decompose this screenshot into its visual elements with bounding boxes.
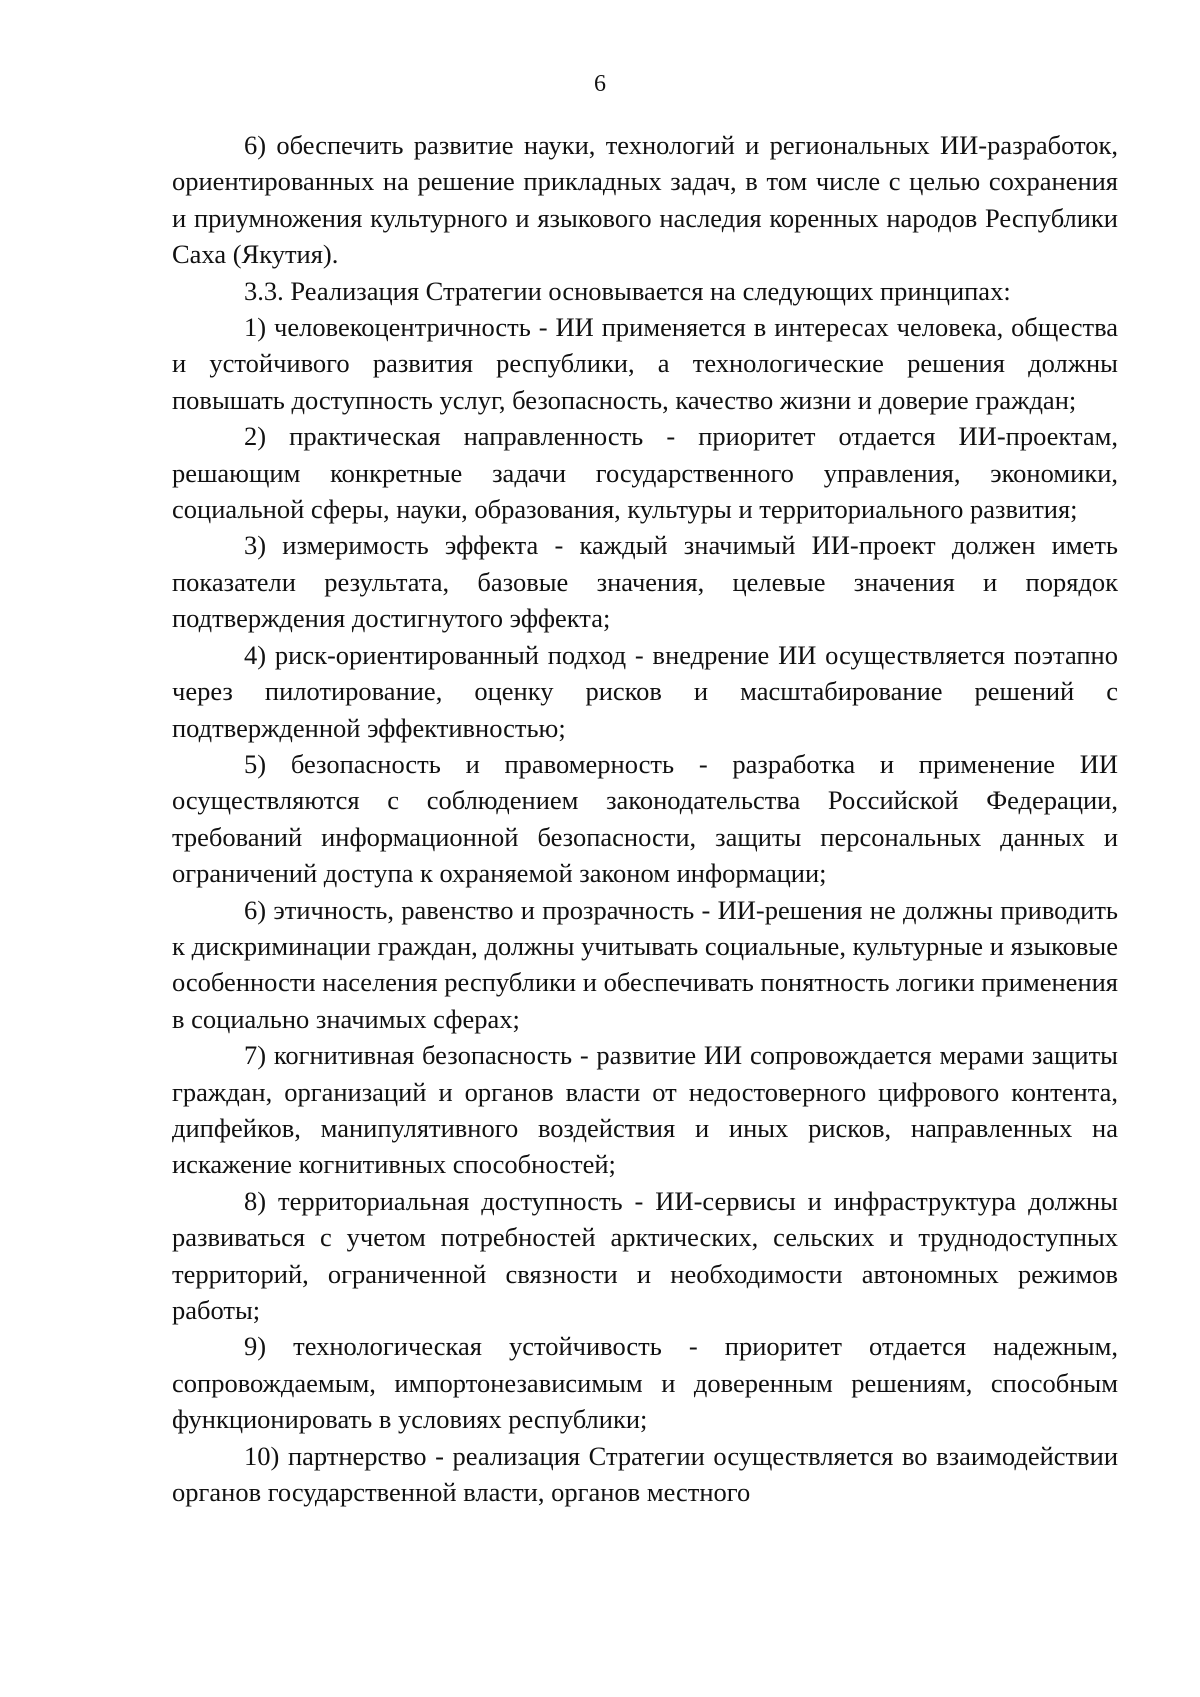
paragraph-principle-6: 6) этичность, равенство и прозрачность - ИИ-решения не должны приводить к дискриминации граждан, должны учитывать социальные, культурные и языковые особенности населения республики и обеспечивать понятность логики применения в социально значимых сферах; [172, 894, 1118, 1034]
paragraph-principle-4: 4) риск-ориентированный подход - внедрение ИИ осуществляется поэтапно через пилотирование, оценку рисков и масштабирование решений с подтвержденной эффективностью; [172, 639, 1118, 743]
paragraph-item-6-science: 6) обеспечить развитие науки, технологий и региональных ИИ-разработок, ориентированных на решение прикладных задач, в том числе с целью сохранения и приумножения культурного и языкового наследия коренных народов Республики Саха (Якутия). [172, 130, 1118, 270]
paragraph-principle-3: 3) измеримость эффекта - каждый значимый ИИ-проект должен иметь показатели результата, базовые значения, целевые значения и порядок подтверждения достигнутого эффекта; [172, 530, 1118, 634]
paragraph-principle-2: 2) практическая направленность - приоритет отдается ИИ-проектам, решающим конкретные задачи государственного управления, экономики, социальной сферы, науки, образования, культуры и территориального развития; [172, 421, 1118, 525]
paragraph-principle-5: 5) безопасность и правомерность - разработка и применение ИИ осуществляются с соблюдением законодательства Российской Федерации, требований информационной безопасности, защиты персональных данных и ограничений доступа к охраняемой законом информации; [172, 748, 1118, 889]
paragraph-principle-7: 7) когнитивная безопасность - развитие ИИ сопровождается мерами защиты граждан, организаций и органов власти от недостоверного цифрового контента, дипфейков, манипулятивного воздействия и иных рисков, направленных на искажение когнитивных способностей; [172, 1040, 1118, 1180]
paragraph-principle-10: 10) партнерство - реализация Стратегии осуществляется во взаимодействии органов государственной власти, органов местного [172, 1440, 1118, 1508]
paragraph-principle-8: 8) территориальная доступность - ИИ-сервисы и инфраструктура должны развиваться с учетом потребностей арктических, сельских и труднодоступных территорий, ограниченной связности и необходимости автономных режимов работы; [172, 1185, 1118, 1325]
paragraph-section-3-3-principles: 3.3. Реализация Стратегии основывается на следующих принципах: [244, 275, 1011, 306]
page-number: 6 [594, 71, 606, 97]
paragraph-principle-9: 9) технологическая устойчивость - приоритет отдается надежным, сопровождаемым, импортонезависимым и доверенным решениям, способным функционировать в условиях республики; [172, 1331, 1118, 1435]
paragraph-principle-1: 1) человекоцентричность - ИИ применяется в интересах человека, общества и устойчивого развития республики, а технологические решения должны повышать доступность услуг, безопасность, качество жизни и доверие граждан; [172, 312, 1118, 415]
document-body [172, 127, 1118, 1510]
